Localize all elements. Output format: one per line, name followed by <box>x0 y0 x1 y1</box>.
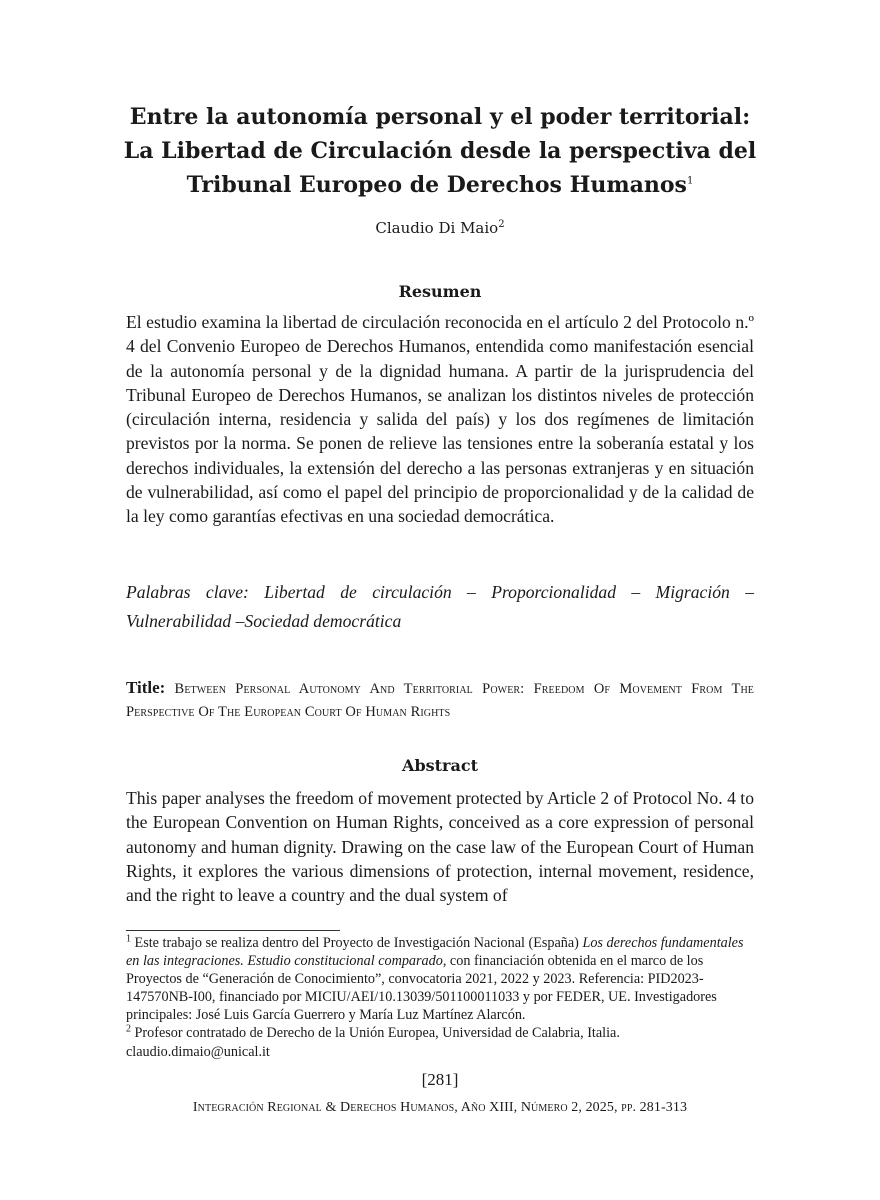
author-name <box>100 217 780 239</box>
english-title-text: Between Personal Autonomy And Territorial Power: Freedom Of Movement From The Perspective Of The European Court Of Human Rights <box>126 681 754 720</box>
footnote-1-mark: 1 <box>126 933 131 945</box>
title-line-1: Entre la autonomía personal y el poder territorial: <box>129 104 751 130</box>
footnotes <box>126 934 754 1061</box>
footnote-1-post: , con financiación obtenida en el marco de los Proyectos de “Generación de Conocimiento”, convocatoria 2021, 2022 y 2023. Referencia: PID2023-147570NB-I00, financiado por MICIU/AEI/10.13039/501100011033 y por FEDER, UE. Investigadores principales: José Luis García Guerrero y María Luz Martínez Alarcón. <box>126 953 717 1024</box>
footnote-2 <box>126 1024 754 1060</box>
author-footnote-mark: 2 <box>498 219 505 230</box>
footnote-1 <box>126 934 754 1024</box>
footnote-1-pre: Este trabajo se realiza dentro del Proyecto de Investigación Nacional (España) <box>131 935 583 951</box>
abstract-text: This paper analyses the freedom of movement protected by Article 2 of Protocol No. 4 to the European Convention on Human Rights, conceived as a core expression of personal autonomy and human dignity. Drawing on the case law of the European Court of Human Rights, it explores the various dimensions of protection, internal movement, residence, and the right to leave a country and the dual system of <box>126 788 754 906</box>
english-title-label: Title: <box>126 678 166 697</box>
english-title <box>126 676 754 724</box>
title-line-3-text: Tribunal Europeo de Derechos Humanos <box>186 172 687 198</box>
abstract-heading: Abstract <box>402 756 478 775</box>
page-number: [281] <box>421 1070 459 1089</box>
journal-footer: Integración Regional & Derechos Humanos, Año XIII, Número 2, 2025, pp. 281-313 <box>192 1100 688 1115</box>
footnote-2-text: Profesor contratado de Derecho de la Unión Europea, Universidad de Calabria, Italia. claudio.dimaio@unical.it <box>126 1025 620 1060</box>
resumen-heading: Resumen <box>398 282 482 301</box>
footnote-divider <box>126 930 340 931</box>
author-name-text: Claudio Di Maio <box>375 219 499 237</box>
footnote-1-italic: Los derechos fundamentales en las integraciones. Estudio constitucional comparado <box>126 935 744 970</box>
article-title <box>100 100 780 202</box>
footnote-2-mark: 2 <box>126 1023 131 1035</box>
title-line-2: La Libertad de Circulación desde la perspectiva del <box>123 138 757 164</box>
title-line-3 <box>100 168 780 202</box>
title-footnote-mark: 1 <box>686 175 694 187</box>
keywords-text: Palabras clave: Libertad de circulación – Proporcionalidad – Migración – Vulnerabilidad –Sociedad democrática <box>126 582 754 631</box>
resumen-text: El estudio examina la libertad de circulación reconocida en el artículo 2 del Protocolo n.º 4 del Convenio Europeo de Derechos Humanos, entendida como manifestación esencial de la autonomía personal y de la dignidad humana. A partir de la jurisprudencia del Tribunal Europeo de Derechos Humanos, se analizan los distintos niveles de protección (circulación interna, residencia y salida del país) y los dos regímenes de limitación previstos por la norma. Se ponen de relieve las tensiones entre la soberanía estatal y los derechos individuales, la extensión del derecho a las personas extranjeras y en situación de vulnerabilidad, así como el papel del principio de proporcionalidad y de la calidad de la ley como garantías efectivas en una sociedad democrática. <box>126 312 754 527</box>
